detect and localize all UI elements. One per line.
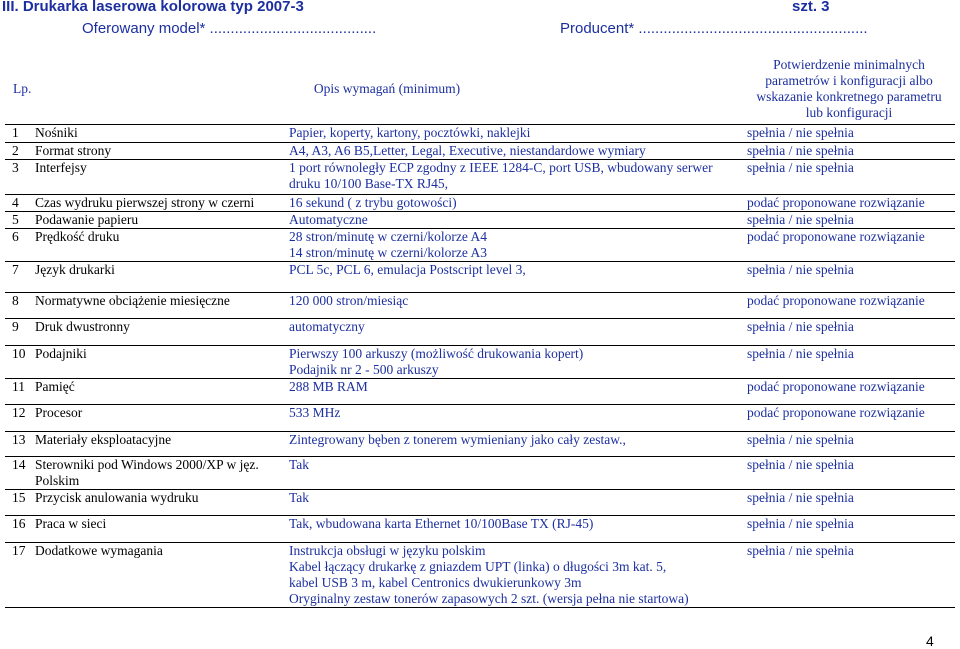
row-number: 5 — [12, 211, 19, 227]
parameter-name: Przycisk anulowania wydruku — [35, 489, 199, 505]
row-parameter — [31, 515, 285, 542]
row-confirmation[interactable]: podać proponowane rozwiązanie — [747, 292, 925, 308]
requirement-line: Papier, koperty, kartony, pocztówki, naklejki — [289, 124, 531, 140]
offered-model-field[interactable]: Oferowany model* ........................................ — [82, 20, 377, 37]
parameter-name: Druk dwustronny — [35, 318, 130, 334]
parameter-name: Nośniki — [35, 124, 78, 140]
row-confirmation[interactable]: spełnia / nie spełnia — [747, 515, 854, 531]
requirement-line: Pierwszy 100 arkuszy (możliwość drukowania kopert) — [289, 345, 584, 361]
row-number: 11 — [12, 378, 25, 394]
requirement-line: kabel USB 3 m, kabel Centronics dwukierunkowy 3m — [289, 574, 582, 590]
parameter-name: Prędkość druku — [35, 228, 120, 244]
parameter-name: Format strony — [35, 142, 112, 158]
row-confirmation[interactable]: spełnia / nie spełnia — [747, 211, 854, 227]
row-confirmation[interactable]: spełnia / nie spełnia — [747, 124, 854, 140]
row-parameter — [31, 194, 285, 211]
row-requirement — [285, 456, 743, 489]
table-row — [5, 159, 955, 194]
row-confirmation[interactable]: podać proponowane rozwiązanie — [747, 404, 925, 420]
requirement-line: Automatyczne — [289, 211, 368, 227]
row-confirmation[interactable]: spełnia / nie spełnia — [747, 159, 854, 175]
header-confirmation-line: wskazanie konkretnego parametru — [756, 88, 942, 104]
row-confirmation[interactable]: spełnia / nie spełnia — [747, 431, 854, 447]
row-number: 3 — [12, 159, 19, 175]
parameter-name: Interfejsy — [35, 159, 87, 175]
row-parameter — [31, 292, 285, 318]
row-requirement — [285, 318, 743, 345]
row-parameter — [31, 378, 285, 404]
requirement-line: 533 MHz — [289, 404, 341, 420]
row-requirement — [285, 345, 743, 378]
table-row — [5, 261, 955, 292]
requirement-line: Podajnik nr 2 - 500 arkuszy — [289, 361, 439, 377]
row-number: 4 — [12, 194, 19, 210]
row-number: 10 — [12, 345, 26, 361]
page-number: 4 — [926, 633, 934, 649]
row-number: 1 — [12, 124, 19, 140]
requirement-line: Tak, wbudowana karta Ethernet 10/100Base TX (RJ-45) — [289, 515, 594, 531]
parameter-name: Procesor — [35, 404, 83, 420]
header-confirmation-line: parametrów i konfiguracji albo — [765, 72, 933, 88]
quantity: szt. 3 — [792, 0, 830, 15]
row-requirement — [285, 378, 743, 404]
header-confirmation — [743, 54, 955, 124]
table-row — [5, 378, 955, 404]
producer-field[interactable]: Producent* ....................................................... — [560, 20, 868, 37]
table-row — [5, 194, 955, 211]
row-confirmation[interactable]: spełnia / nie spełnia — [747, 318, 854, 334]
row-requirement — [285, 489, 743, 515]
requirement-line: 14 stron/minutę w czerni/kolorze A3 — [289, 244, 487, 260]
table-row — [5, 431, 955, 456]
row-parameter — [31, 404, 285, 431]
requirement-line: druku 10/100 Base-TX RJ45, — [289, 175, 448, 191]
row-requirement — [285, 194, 743, 211]
row-number: 8 — [12, 292, 19, 308]
header-requirements: Opis wymagań (minimum) — [313, 80, 461, 96]
row-number: 16 — [12, 515, 26, 531]
row-requirement — [285, 228, 743, 261]
offer-line — [82, 20, 942, 38]
row-requirement — [285, 124, 743, 142]
table-row — [5, 318, 955, 345]
parameter-name: Język drukarki — [35, 261, 115, 277]
parameter-name: Materiały eksploatacyjne — [35, 431, 172, 447]
header-lp: Lp. — [13, 80, 32, 96]
row-confirmation[interactable]: podać proponowane rozwiązanie — [747, 378, 925, 394]
row-requirement — [285, 159, 743, 194]
requirement-line: 120 000 stron/miesiąc — [289, 292, 409, 308]
row-requirement — [285, 515, 743, 542]
table-header — [5, 54, 955, 124]
parameter-name: Normatywne obciążenie miesięczne — [35, 292, 230, 308]
header-confirmation-line: lub konfiguracji — [805, 104, 893, 120]
row-number: 2 — [12, 142, 19, 158]
row-parameter — [31, 159, 285, 194]
table-row — [5, 456, 955, 489]
requirements-table — [5, 54, 955, 608]
row-number: 17 — [12, 542, 26, 558]
table-row — [5, 292, 955, 318]
parameter-name: Dodatkowe wymagania — [35, 542, 163, 558]
table-row — [5, 228, 955, 261]
header-confirmation-line: Potwierdzenie minimalnych — [773, 56, 925, 72]
row-parameter — [31, 261, 285, 292]
row-confirmation[interactable]: spełnia / nie spełnia — [747, 456, 854, 472]
table-row — [5, 404, 955, 431]
table-row — [5, 211, 955, 228]
requirement-line: Zintegrowany bęben z tonerem wymieniany jako cały zestaw., — [289, 431, 626, 447]
parameter-name: Podajniki — [35, 345, 87, 361]
row-number: 9 — [12, 318, 19, 334]
requirement-line: 16 sekund ( z trybu gotowości) — [289, 194, 457, 210]
requirement-line: automatyczny — [289, 318, 365, 334]
row-number: 15 — [12, 489, 26, 505]
row-requirement — [285, 542, 743, 607]
table-row — [5, 124, 955, 142]
row-confirmation[interactable]: spełnia / nie spełnia — [747, 142, 854, 158]
parameter-name: Pamięć — [35, 378, 75, 394]
row-requirement — [285, 404, 743, 431]
requirement-line: 1 port równoległy ECP zgodny z IEEE 1284-C, port USB, wbudowany serwer — [289, 159, 713, 175]
table-row — [5, 515, 955, 542]
row-parameter — [31, 124, 285, 142]
parameter-name: Praca w sieci — [35, 515, 107, 531]
parameter-name: Podawanie papieru — [35, 211, 139, 227]
table-row — [5, 345, 955, 378]
row-number: 7 — [12, 261, 19, 277]
requirement-line: 28 stron/minutę w czerni/kolorze A4 — [289, 228, 487, 244]
row-parameter — [31, 489, 285, 515]
requirement-line: PCL 5c, PCL 6, emulacja Postscript level 3, — [289, 261, 526, 277]
row-parameter — [31, 318, 285, 345]
parameter-name: Czas wydruku pierwszej strony w czerni — [35, 194, 255, 210]
row-parameter — [31, 431, 285, 456]
row-requirement — [285, 261, 743, 292]
requirement-line: Tak — [289, 489, 310, 505]
row-parameter — [31, 142, 285, 159]
row-confirmation[interactable]: spełnia / nie spełnia — [747, 345, 854, 361]
row-requirement — [285, 292, 743, 318]
row-number: 14 — [12, 456, 26, 472]
row-confirmation[interactable]: spełnia / nie spełnia — [747, 261, 854, 277]
table-row — [5, 142, 955, 159]
parameter-name: Sterowniki pod Windows 2000/XP w jęz. — [35, 456, 259, 472]
row-parameter — [31, 211, 285, 228]
row-requirement — [285, 142, 743, 159]
row-confirmation[interactable]: podać proponowane rozwiązanie — [747, 194, 925, 210]
row-number: 6 — [12, 228, 19, 244]
parameter-name-cont: Polskim — [35, 472, 80, 488]
row-parameter — [31, 542, 285, 607]
row-parameter — [31, 345, 285, 378]
row-parameter — [31, 228, 285, 261]
requirement-line: 288 MB RAM — [289, 378, 368, 394]
table-row — [5, 542, 955, 607]
row-requirement — [285, 431, 743, 456]
row-number: 13 — [12, 431, 26, 447]
requirement-line: Oryginalny zestaw tonerów zapasowych 2 szt. (wersja pełna nie startowa) — [289, 590, 689, 606]
requirement-line: Tak — [289, 456, 310, 472]
row-number: 12 — [12, 404, 26, 420]
row-requirement — [285, 211, 743, 228]
table-row — [5, 489, 955, 515]
row-confirmation[interactable]: spełnia / nie spełnia — [747, 489, 854, 505]
row-confirmation[interactable]: spełnia / nie spełnia — [747, 542, 854, 558]
row-parameter — [31, 456, 285, 489]
section-title — [2, 0, 932, 14]
title-text: III. Drukarka laserowa kolorowa typ 2007-3 — [2, 0, 304, 15]
requirement-line: Kabel łączący drukarkę z gniazdem UPT (linka) o długości 3m kat. 5, — [289, 558, 667, 574]
requirement-line: A4, A3, A6 B5,Letter, Legal, Executive, niestandardowe wymiary — [289, 142, 646, 158]
row-confirmation[interactable]: podać proponowane rozwiązanie — [747, 228, 925, 244]
requirement-line: Instrukcja obsługi w języku polskim — [289, 542, 486, 558]
